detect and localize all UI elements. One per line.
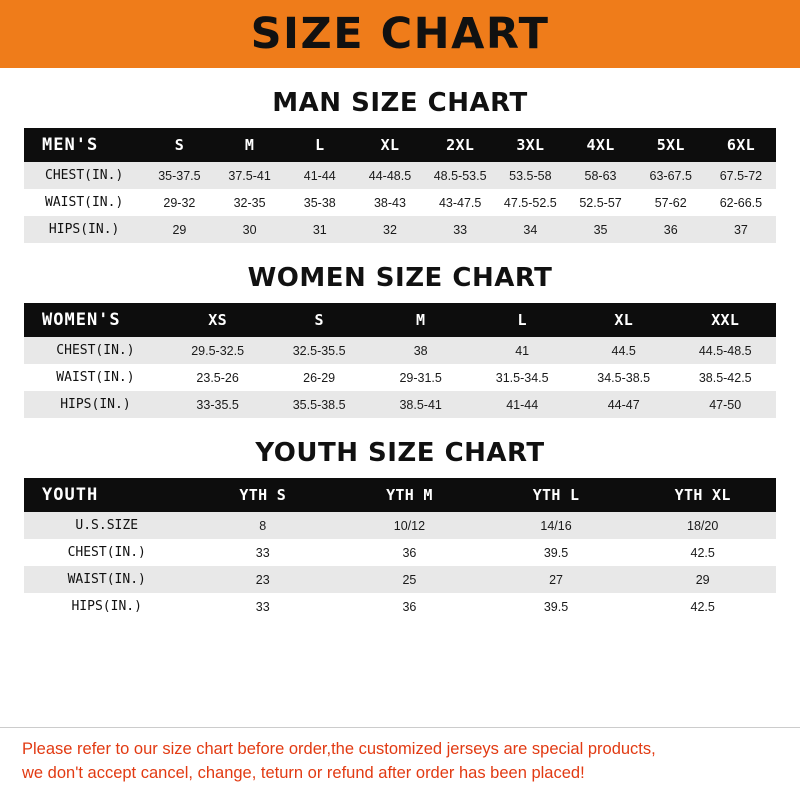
- cell: 38: [370, 337, 472, 364]
- cell: 31.5-34.5: [471, 364, 573, 391]
- section-title-youth: YOUTH SIZE CHART: [255, 438, 545, 468]
- col-header: XL: [355, 128, 425, 162]
- col-header: M: [370, 303, 472, 337]
- cell: 53.5-58: [495, 162, 565, 189]
- cell: 44-47: [573, 391, 675, 418]
- cell: 32.5-35.5: [268, 337, 370, 364]
- cell: 47.5-52.5: [495, 189, 565, 216]
- cell: 35-38: [285, 189, 355, 216]
- col-header: XXL: [674, 303, 776, 337]
- cell: 38-43: [355, 189, 425, 216]
- row-label: CHEST(IN.): [24, 539, 189, 566]
- col-header: YTH XL: [629, 478, 776, 512]
- cell: 39.5: [483, 539, 630, 566]
- cell: 26-29: [268, 364, 370, 391]
- col-header: L: [285, 128, 355, 162]
- cell: 25: [336, 566, 483, 593]
- row-label: HIPS(IN.): [24, 216, 144, 243]
- cell: 18/20: [629, 512, 776, 539]
- section-title-man: MAN SIZE CHART: [272, 88, 528, 118]
- table-header-row: [24, 128, 776, 162]
- row-label: CHEST(IN.): [24, 162, 144, 189]
- cell: 43-47.5: [425, 189, 495, 216]
- cell: 33: [189, 539, 336, 566]
- row-label: U.S.SIZE: [24, 512, 189, 539]
- page-banner: [0, 0, 800, 68]
- table-row: [24, 364, 776, 391]
- col-header: 2XL: [425, 128, 495, 162]
- row-label: WAIST(IN.): [24, 189, 144, 216]
- cell: 44-48.5: [355, 162, 425, 189]
- cell: 39.5: [483, 593, 630, 620]
- cell: 29.5-32.5: [167, 337, 269, 364]
- cell: 35-37.5: [144, 162, 214, 189]
- cell: 29: [144, 216, 214, 243]
- page-title: SIZE CHART: [250, 8, 550, 59]
- cell: 34.5-38.5: [573, 364, 675, 391]
- cell: 8: [189, 512, 336, 539]
- cell: 44.5-48.5: [674, 337, 776, 364]
- col-header: YTH L: [483, 478, 630, 512]
- cell: 41-44: [285, 162, 355, 189]
- cell: 32: [355, 216, 425, 243]
- cell: 29-31.5: [370, 364, 472, 391]
- col-header: L: [471, 303, 573, 337]
- cell: 33-35.5: [167, 391, 269, 418]
- col-header: 3XL: [495, 128, 565, 162]
- cell: 63-67.5: [636, 162, 706, 189]
- cell: 36: [336, 539, 483, 566]
- cell: 57-62: [636, 189, 706, 216]
- table-header-row: [24, 303, 776, 337]
- cell: 27: [483, 566, 630, 593]
- col-header: 6XL: [706, 128, 776, 162]
- cell: 29: [629, 566, 776, 593]
- cell: 41: [471, 337, 573, 364]
- cell: 23: [189, 566, 336, 593]
- charts-container: [0, 68, 800, 727]
- cell: 38.5-42.5: [674, 364, 776, 391]
- cell: 67.5-72: [706, 162, 776, 189]
- table-row: [24, 391, 776, 418]
- cell: 10/12: [336, 512, 483, 539]
- table-women-size-chart: [24, 303, 776, 418]
- cell: 33: [189, 593, 336, 620]
- table-row: [24, 512, 776, 539]
- cell: 29-32: [144, 189, 214, 216]
- cell: 48.5-53.5: [425, 162, 495, 189]
- section-title-women: WOMEN SIZE CHART: [247, 263, 553, 293]
- cell: 36: [636, 216, 706, 243]
- footer-disclaimer: [0, 727, 800, 800]
- cell: 35: [565, 216, 635, 243]
- table-row: [24, 593, 776, 620]
- col-header: M: [215, 128, 285, 162]
- cell: 34: [495, 216, 565, 243]
- cell: 23.5-26: [167, 364, 269, 391]
- table-header-man: [24, 128, 776, 162]
- cell: 38.5-41: [370, 391, 472, 418]
- table-row: [24, 337, 776, 364]
- row-label: WAIST(IN.): [24, 566, 189, 593]
- cell: 58-63: [565, 162, 635, 189]
- cell: 14/16: [483, 512, 630, 539]
- cell: 42.5: [629, 539, 776, 566]
- corner-label-womens: WOMEN'S: [24, 303, 167, 337]
- corner-label-men: MEN'S: [24, 128, 144, 162]
- cell: 52.5-57: [565, 189, 635, 216]
- cell: 32-35: [215, 189, 285, 216]
- cell: 37.5-41: [215, 162, 285, 189]
- table-header-women: [24, 303, 776, 337]
- corner-label-youth: YOUTH: [24, 478, 189, 512]
- row-label: HIPS(IN.): [24, 391, 167, 418]
- cell: 42.5: [629, 593, 776, 620]
- section-man-size-chart: [24, 72, 776, 243]
- cell: 41-44: [471, 391, 573, 418]
- footer-line-2: we don't accept cancel, change, teturn or refund after order has been placed!: [22, 764, 585, 783]
- table-row: [24, 566, 776, 593]
- col-header: YTH S: [189, 478, 336, 512]
- section-women-size-chart: [24, 247, 776, 418]
- col-header: XL: [573, 303, 675, 337]
- table-youth-size-chart: [24, 478, 776, 620]
- row-label: WAIST(IN.): [24, 364, 167, 391]
- cell: 37: [706, 216, 776, 243]
- cell: 30: [215, 216, 285, 243]
- cell: 31: [285, 216, 355, 243]
- row-label: HIPS(IN.): [24, 593, 189, 620]
- row-label: CHEST(IN.): [24, 337, 167, 364]
- cell: 44.5: [573, 337, 675, 364]
- cell: 33: [425, 216, 495, 243]
- cell: 36: [336, 593, 483, 620]
- section-youth-size-chart: [24, 422, 776, 620]
- cell: 62-66.5: [706, 189, 776, 216]
- table-man-size-chart: [24, 128, 776, 243]
- col-header: S: [268, 303, 370, 337]
- table-row: [24, 539, 776, 566]
- table-row: [24, 216, 776, 243]
- col-header: XS: [167, 303, 269, 337]
- table-row: [24, 189, 776, 216]
- footer-line-1: Please refer to our size chart before order,the customized jerseys are special products,: [22, 740, 656, 759]
- table-header-youth: [24, 478, 776, 512]
- cell: 47-50: [674, 391, 776, 418]
- col-header: 5XL: [636, 128, 706, 162]
- col-header: 4XL: [565, 128, 635, 162]
- table-row: [24, 162, 776, 189]
- col-header: YTH M: [336, 478, 483, 512]
- cell: 35.5-38.5: [268, 391, 370, 418]
- table-header-row: [24, 478, 776, 512]
- col-header: S: [144, 128, 214, 162]
